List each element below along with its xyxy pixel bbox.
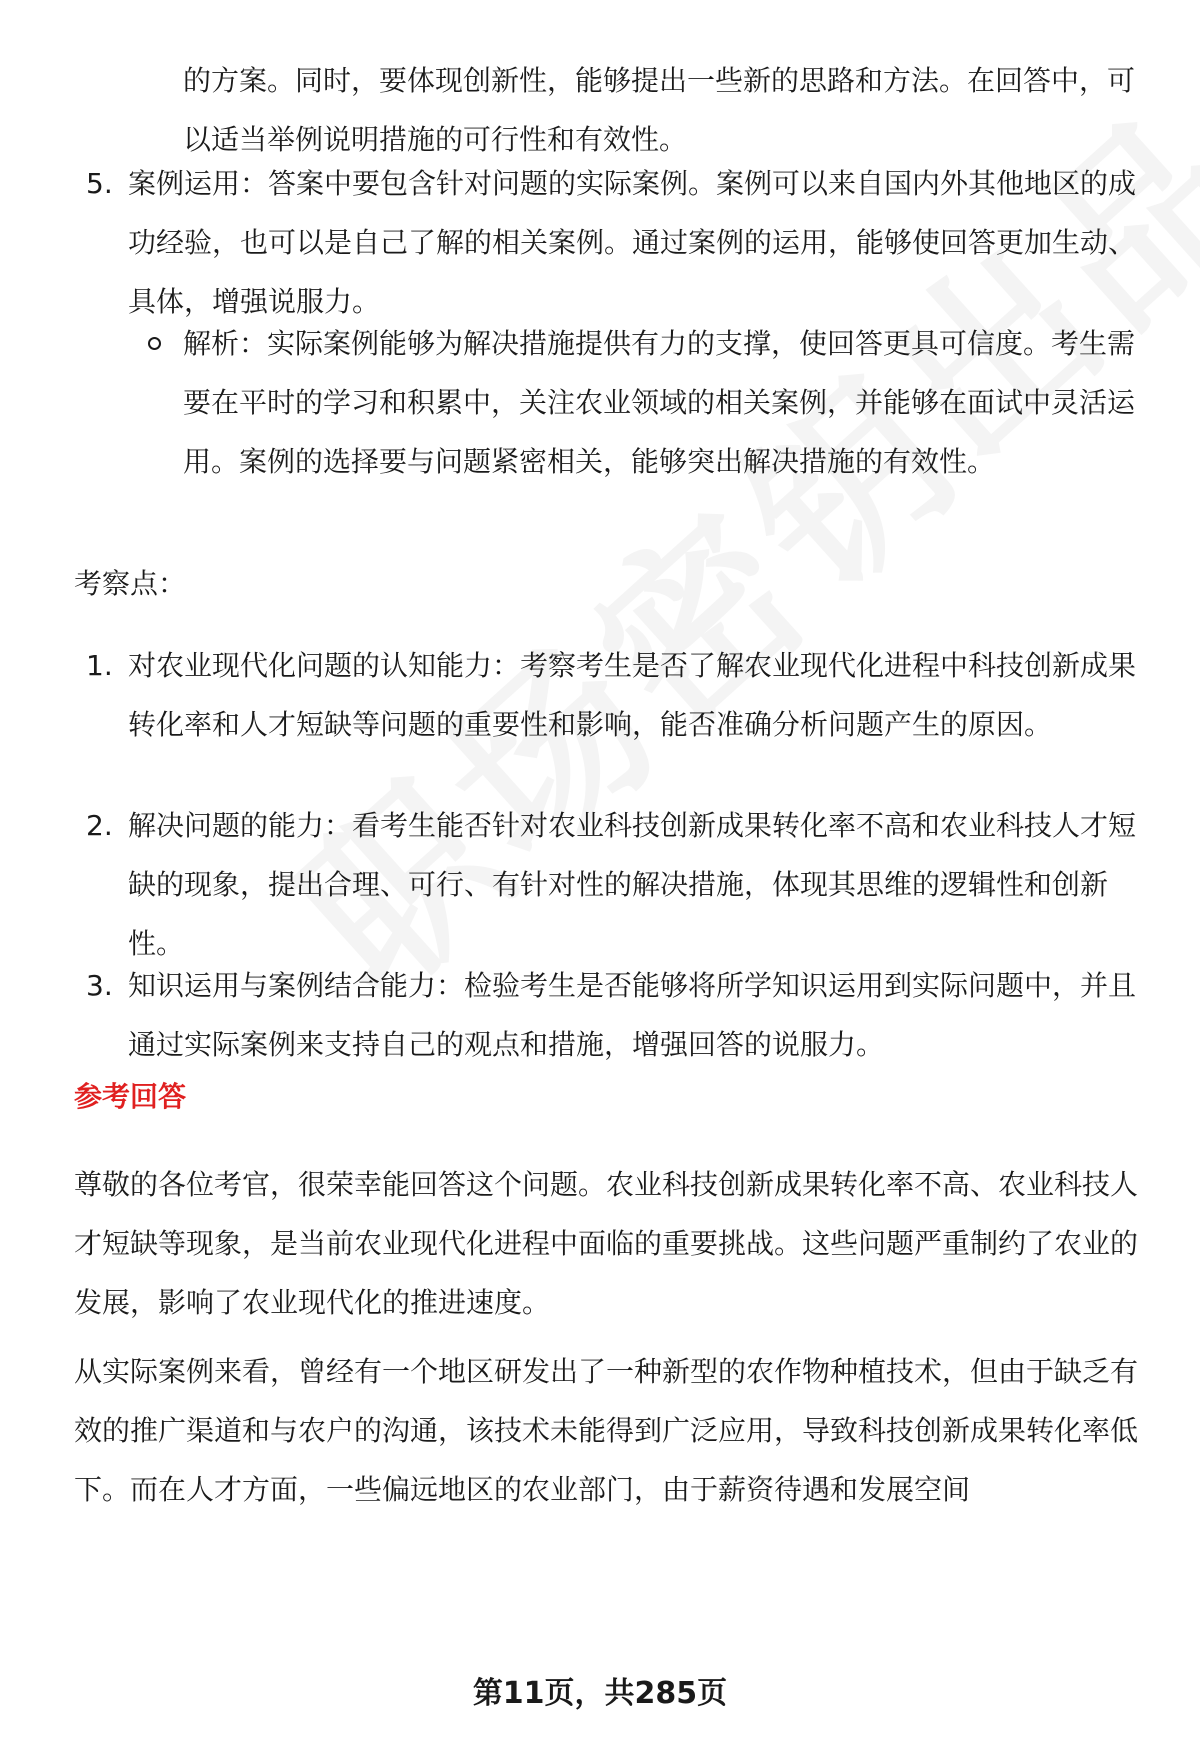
list-item-2 bbox=[86, 796, 1146, 973]
list-item-3 bbox=[86, 956, 1146, 1074]
list-number: 5. bbox=[86, 167, 113, 200]
reference-paragraph-2: 从实际案例来看，曾经有一个地区研发出了一种新型的农作物种植技术，但由于缺乏有效的推广渠道和与农户的沟通，该技术未能得到广泛应用，导致科技创新成果转化率低下。而在人才方面，一些偏远地区的农业部门，由于薪资待遇和发展空间 bbox=[74, 1355, 1139, 1506]
circle-bullet-icon bbox=[148, 337, 161, 350]
list-text: 解决问题的能力：看考生能否针对农业科技创新成果转化率不高和农业科技人才短缺的现象，提出合理、可行、有针对性的解决措施，体现其思维的逻辑性和创新性。 bbox=[128, 809, 1137, 960]
list-item-5 bbox=[86, 154, 1146, 331]
kaochadian-heading: 考察点： bbox=[74, 567, 187, 600]
list-item-1 bbox=[86, 636, 1146, 754]
sub-item-text: 解析：实际案例能够为解决措施提供有力的支撑，使回答更具可信度。考生需要在平时的学习和积累中，关注农业领域的相关案例，并能够在面试中灵活运用。案例的选择要与问题紧密相关，能够突出解决措施的有效性。 bbox=[183, 327, 1136, 478]
list-number: 2. bbox=[86, 809, 113, 842]
reference-heading: 参考回答 bbox=[74, 1080, 187, 1113]
list-text: 案例运用：答案中要包含针对问题的实际案例。案例可以来自国内外其他地区的成功经验，也可以是自己了解的相关案例。通过案例的运用，能够使回答更加生动、具体，增强说服力。 bbox=[128, 167, 1137, 318]
list-text: 知识运用与案例结合能力：检验考生是否能够将所学知识运用到实际问题中，并且通过实际案例来支持自己的观点和措施，增强回答的说服力。 bbox=[128, 969, 1137, 1061]
page-footer: 第11页，共285页 bbox=[472, 1676, 728, 1711]
list-number: 1. bbox=[86, 649, 113, 682]
continuation-text: 的方案。同时，要体现创新性，能够提出一些新的思路和方法。在回答中，可以适当举例说明措施的可行性和有效性。 bbox=[183, 64, 1136, 156]
list-text: 对农业现代化问题的认知能力：考察考生是否了解农业现代化进程中科技创新成果转化率和人才短缺等问题的重要性和影响，能否准确分析问题产生的原因。 bbox=[128, 649, 1137, 741]
reference-paragraph-1: 尊敬的各位考官，很荣幸能回答这个问题。农业科技创新成果转化率不高、农业科技人才短缺等现象，是当前农业现代化进程中面临的重要挑战。这些问题严重制约了农业的发展，影响了农业现代化的推进速度。 bbox=[74, 1168, 1139, 1319]
list-number: 3. bbox=[86, 969, 113, 1002]
continuation-paragraph bbox=[183, 51, 1143, 169]
sub-item-analysis bbox=[148, 314, 1148, 491]
